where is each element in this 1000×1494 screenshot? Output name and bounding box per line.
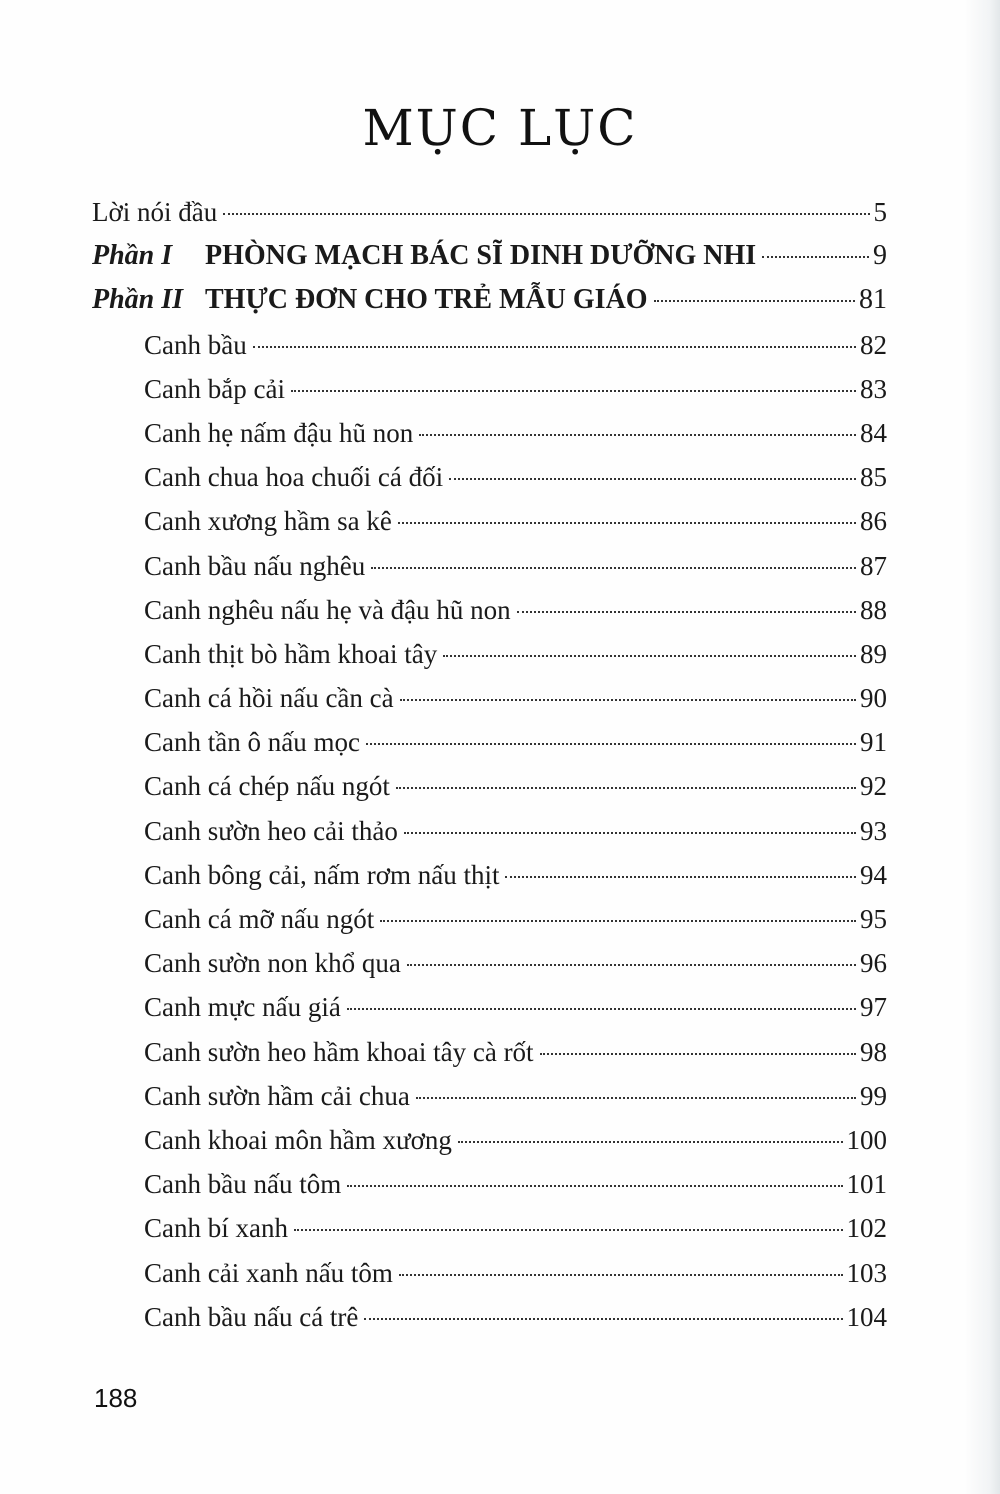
toc-entry-label: Lời nói đầu [92,197,218,227]
dot-leader [366,743,856,745]
toc-entry [92,632,887,676]
toc-entry-label: Canh xương hầm sa kê [144,506,392,537]
toc-entry-label: Canh bầu [144,329,247,360]
dot-leader [380,920,856,922]
toc-page-ref: 97 [860,992,887,1023]
toc-entry [92,853,887,897]
toc-entry-label: Canh sườn heo hầm khoai tây cà rốt [144,1036,534,1067]
toc-page-ref: 82 [860,329,887,360]
toc-page-ref: 83 [860,373,887,404]
toc-entry-label: Canh cải xanh nấu tôm [144,1257,393,1288]
toc-page-ref: 100 [846,1124,887,1155]
toc-entry [92,897,887,941]
toc-entry-label: Canh sườn non khổ qua [144,948,401,979]
page-edge-shadow [964,0,1000,1494]
toc-entry [92,1206,887,1250]
toc-entry [92,764,887,808]
dot-leader [458,1141,843,1143]
toc-entry [92,676,887,720]
toc-entry [92,941,887,985]
toc-page-ref: 101 [846,1169,887,1200]
toc-entry [92,499,887,543]
dot-leader [223,213,869,215]
toc-entry-label: Canh khoai môn hầm xương [144,1124,452,1155]
toc-entry [92,809,887,853]
toc-entry [92,720,887,764]
dot-leader [540,1053,856,1055]
dot-leader [253,346,856,348]
toc-entry [92,1295,887,1339]
toc-page-ref: 103 [846,1257,887,1288]
toc-part-heading [92,278,648,322]
dot-leader [371,567,856,569]
toc-page-ref: 91 [860,727,887,758]
toc-entry-label: Canh bắp cải [144,373,285,404]
toc-page-ref: 87 [860,550,887,581]
toc-part-heading [92,234,756,278]
dot-leader [443,655,856,657]
toc-part-2 [92,278,887,322]
toc-entry-label: Canh cá mỡ nấu ngót [144,904,375,934]
dot-leader [762,256,869,258]
toc-page-ref: 84 [860,417,887,448]
dot-leader [364,1318,842,1320]
toc-entry [92,544,887,588]
toc-recipe-list [92,323,887,1339]
dot-leader [419,434,856,436]
dot-leader [407,964,856,966]
dot-leader [505,876,856,878]
dot-leader [291,390,856,392]
toc-entry [92,1074,887,1118]
dot-leader [399,1274,843,1276]
toc-page-ref: 93 [860,815,887,846]
toc-page-ref: 98 [860,1036,887,1067]
dot-leader [400,699,856,701]
dot-leader [404,832,856,834]
toc-page-ref: 96 [860,948,887,979]
toc-entry [92,588,887,632]
toc-page-ref: 92 [860,771,887,802]
part-title: THỰC ĐƠN CHO TRẺ MẪU GIÁO [205,284,648,316]
toc-entry-label: Canh bầu nấu cá trê [144,1301,359,1332]
toc-page-ref: 5 [873,197,887,227]
toc-page-ref: 85 [860,462,887,493]
toc-page-ref: 89 [860,638,887,669]
toc-page-ref: 88 [860,594,887,625]
dot-leader [449,478,856,480]
toc-entry-label: Canh tần ô nấu mọc [144,727,360,758]
part-title: PHÒNG MẠCH BÁC SĨ DINH DƯỠNG NHI [205,240,757,272]
toc-entry-label: Canh thịt bò hầm khoai tây [144,638,438,669]
toc-entry [92,985,887,1029]
dot-leader [654,300,855,302]
toc-entry [92,1162,887,1206]
toc-page-ref: 99 [860,1080,887,1111]
toc-entry-label: Canh bầu nấu tôm [144,1169,342,1200]
toc-entry [92,1118,887,1162]
toc-entry [92,1251,887,1295]
toc-entry-label: Canh cá chép nấu ngót [144,771,390,802]
dot-leader [398,522,856,524]
toc-part-1 [92,234,887,278]
toc-page-ref: 86 [860,506,887,537]
toc-page-ref: 94 [860,859,887,890]
toc-entry [92,455,887,499]
toc-page-ref: 90 [860,683,887,714]
table-of-contents [92,190,887,1339]
dot-leader [396,787,856,789]
toc-page-ref: 104 [846,1301,887,1332]
toc-entry-label: Canh sườn hầm cải chua [144,1080,410,1111]
toc-page-ref: 102 [846,1213,887,1244]
toc-entry-label: Canh sườn heo cải thảo [144,815,398,846]
dot-leader [347,1185,842,1187]
toc-entry-label: Canh hẹ nấm đậu hũ non [144,417,414,448]
toc-entry-label: Canh bí xanh [144,1213,288,1244]
toc-entry-label: Canh cá hồi nấu cần cà [144,683,394,714]
dot-leader [347,1008,856,1010]
toc-entry-label: Canh chua hoa chuối cá đối [144,462,444,493]
toc-entry [92,1030,887,1074]
dot-leader [416,1097,856,1099]
dot-leader [294,1229,843,1231]
page-title: MỤC LỤC [362,99,638,157]
dot-leader [517,611,856,613]
toc-entry-label: Canh mực nấu giá [144,992,341,1023]
toc-entry-label: Canh bầu nấu nghêu [144,550,366,581]
toc-entry [92,323,887,367]
part-label: Phần II [92,284,184,316]
toc-page-ref: 9 [873,240,887,272]
part-label: Phần I [92,240,173,272]
toc-entry [92,411,887,455]
toc-page-ref: 81 [859,284,887,316]
toc-entry-intro [92,190,887,234]
toc-page-ref: 95 [860,904,887,934]
toc-entry-label: Canh bông cải, nấm rơm nấu thịt [144,859,500,890]
toc-entry-label: Canh nghêu nấu hẹ và đậu hũ non [144,594,511,625]
page-number: 188 [94,1383,138,1413]
toc-entry [92,367,887,411]
